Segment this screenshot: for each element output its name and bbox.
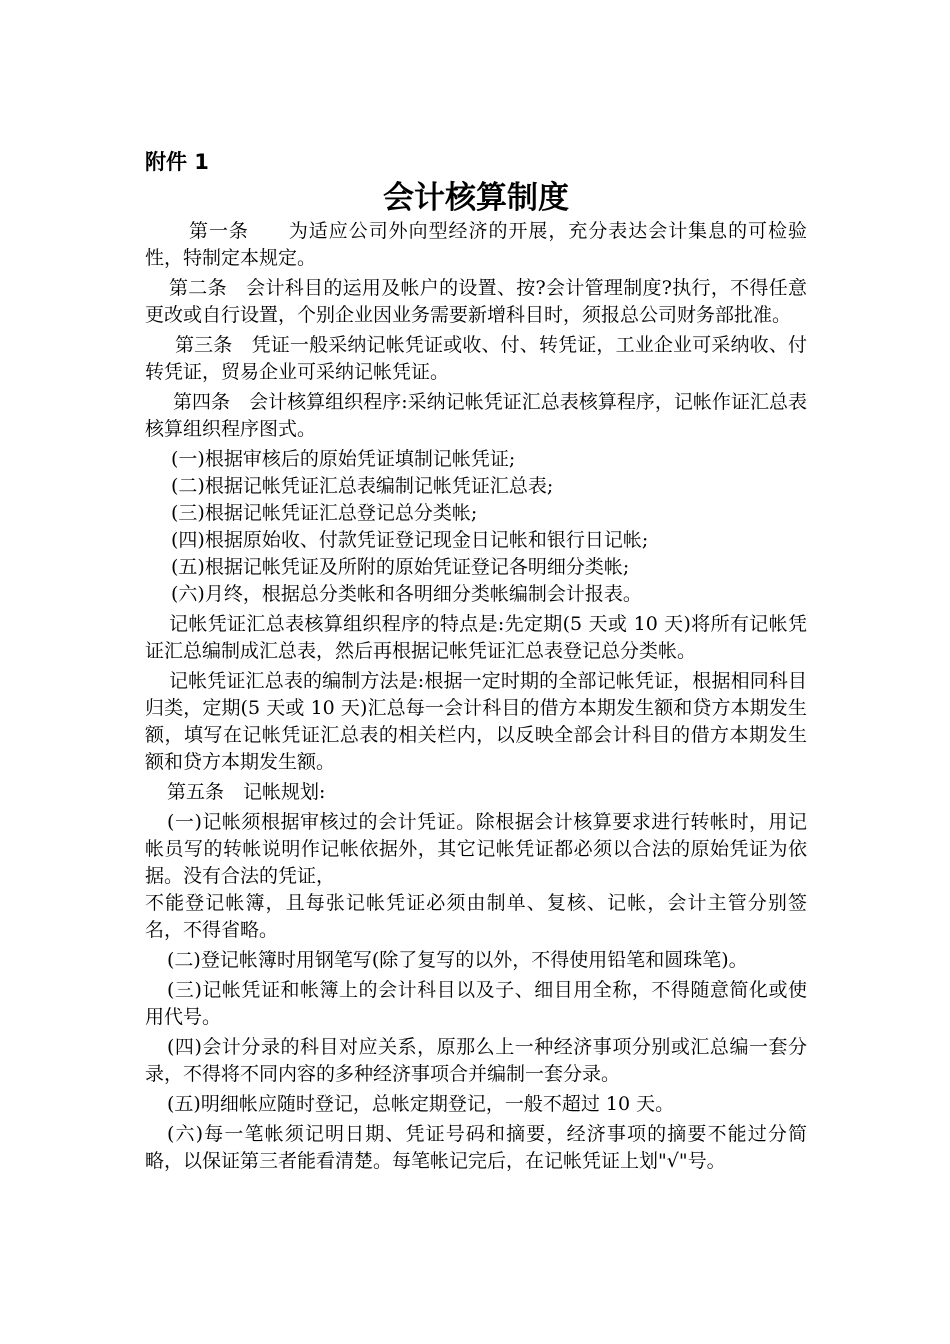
procedure-feature: 记帐凭证汇总表核算组织程序的特点是:先定期(5 天或 10 天)将所有记帐凭证汇总编制成汇总表，然后再根据记帐凭证汇总表登记总分类帐。 <box>145 613 807 662</box>
article-5-item-1-cont: 不能登记帐簿，且每张记帐凭证必须由制单、复核、记帐，会计主管分别签名，不得省略。 <box>145 892 807 941</box>
article-4: 第四条 会计核算组织程序:采纳记帐凭证汇总表核算程序，记帐作证汇总表核算组织程序图式。 <box>145 391 807 440</box>
article-5: 第五条 记帐规划: <box>167 781 326 803</box>
article-5-item-4: (四)会计分录的科目对应关系，原那么上一种经济事项分别或汇总编一套分录，不得将不同内容的多种经济事项合并编制一套分录。 <box>145 1036 807 1085</box>
attachment-label: 附件 1 <box>145 150 209 174</box>
list-item: (一)根据审核后的原始凭证填制记帐凭证; <box>171 448 516 470</box>
article-4-steps <box>145 446 807 608</box>
article-2: 第二条 会计科目的运用及帐户的设置、按?会计管理制度?执行，不得任意更改或自行设置，个别企业因业务需要新增科目时，须报总公司财务部批准。 <box>145 277 807 326</box>
article-5-item-1: (一)记帐须根据审核过的会计凭证。除根据会计核算要求进行转帐时，用记帐员写的转帐说明作记帐依据外，其它记帐凭证都必须以合法的原始凭证为依据。没有合法的凭证， <box>145 811 807 887</box>
list-item: (五)根据记帐凭证及所附的原始凭证登记各明细分类帐; <box>171 556 630 578</box>
list-item: (三)根据记帐凭证汇总登记总分类帐; <box>171 502 478 524</box>
list-item: (二)根据记帐凭证汇总表编制记帐凭证汇总表; <box>171 475 554 497</box>
article-3: 第三条 凭证一般采纳记帐凭证或收、付、转凭证，工业企业可采纳收、付转凭证，贸易企业可采纳记帐凭证。 <box>145 334 807 383</box>
list-item: (六)月终，根据总分类帐和各明细分类帐编制会计报表。 <box>171 583 642 605</box>
document-page <box>145 146 807 1178</box>
article-5-item-2: (二)登记帐簿时用钢笔写(除了复写的以外，不得使用铅笔和圆珠笔)。 <box>167 949 748 971</box>
document-title: 会计核算制度 <box>383 180 569 216</box>
article-5-item-3: (三)记帐凭证和帐簿上的会计科目以及子、细目用全称，不得随意简化或使用代号。 <box>145 979 807 1028</box>
article-1: 第一条 为适应公司外向型经济的开展，充分表达会计集息的可检验性，特制定本规定。 <box>145 220 807 269</box>
article-5-item-6: (六)每一笔帐须记明日期、凭证号码和摘要，经济事项的摘要不能过分简略，以保证第三者能看清楚。每笔帐记完后，在记帐凭证上划"√"号。 <box>145 1123 807 1172</box>
list-item: (四)根据原始收、付款凭证登记现金日记帐和银行日记帐; <box>171 529 649 551</box>
summary-method: 记帐凭证汇总表的编制方法是:根据一定时期的全部记帐凭证，根据相同科目归类，定期(5 天或 10 天)汇总每一会计科目的借方本期发生额和贷方本期发生额，填写在记帐凭证汇总表的相关栏内，以反映全部会计科目的借方本期发生额和贷方本期发生额。 <box>145 670 807 773</box>
article-5-item-5: (五)明细帐应随时登记，总帐定期登记，一般不超过 10 天。 <box>167 1093 675 1115</box>
